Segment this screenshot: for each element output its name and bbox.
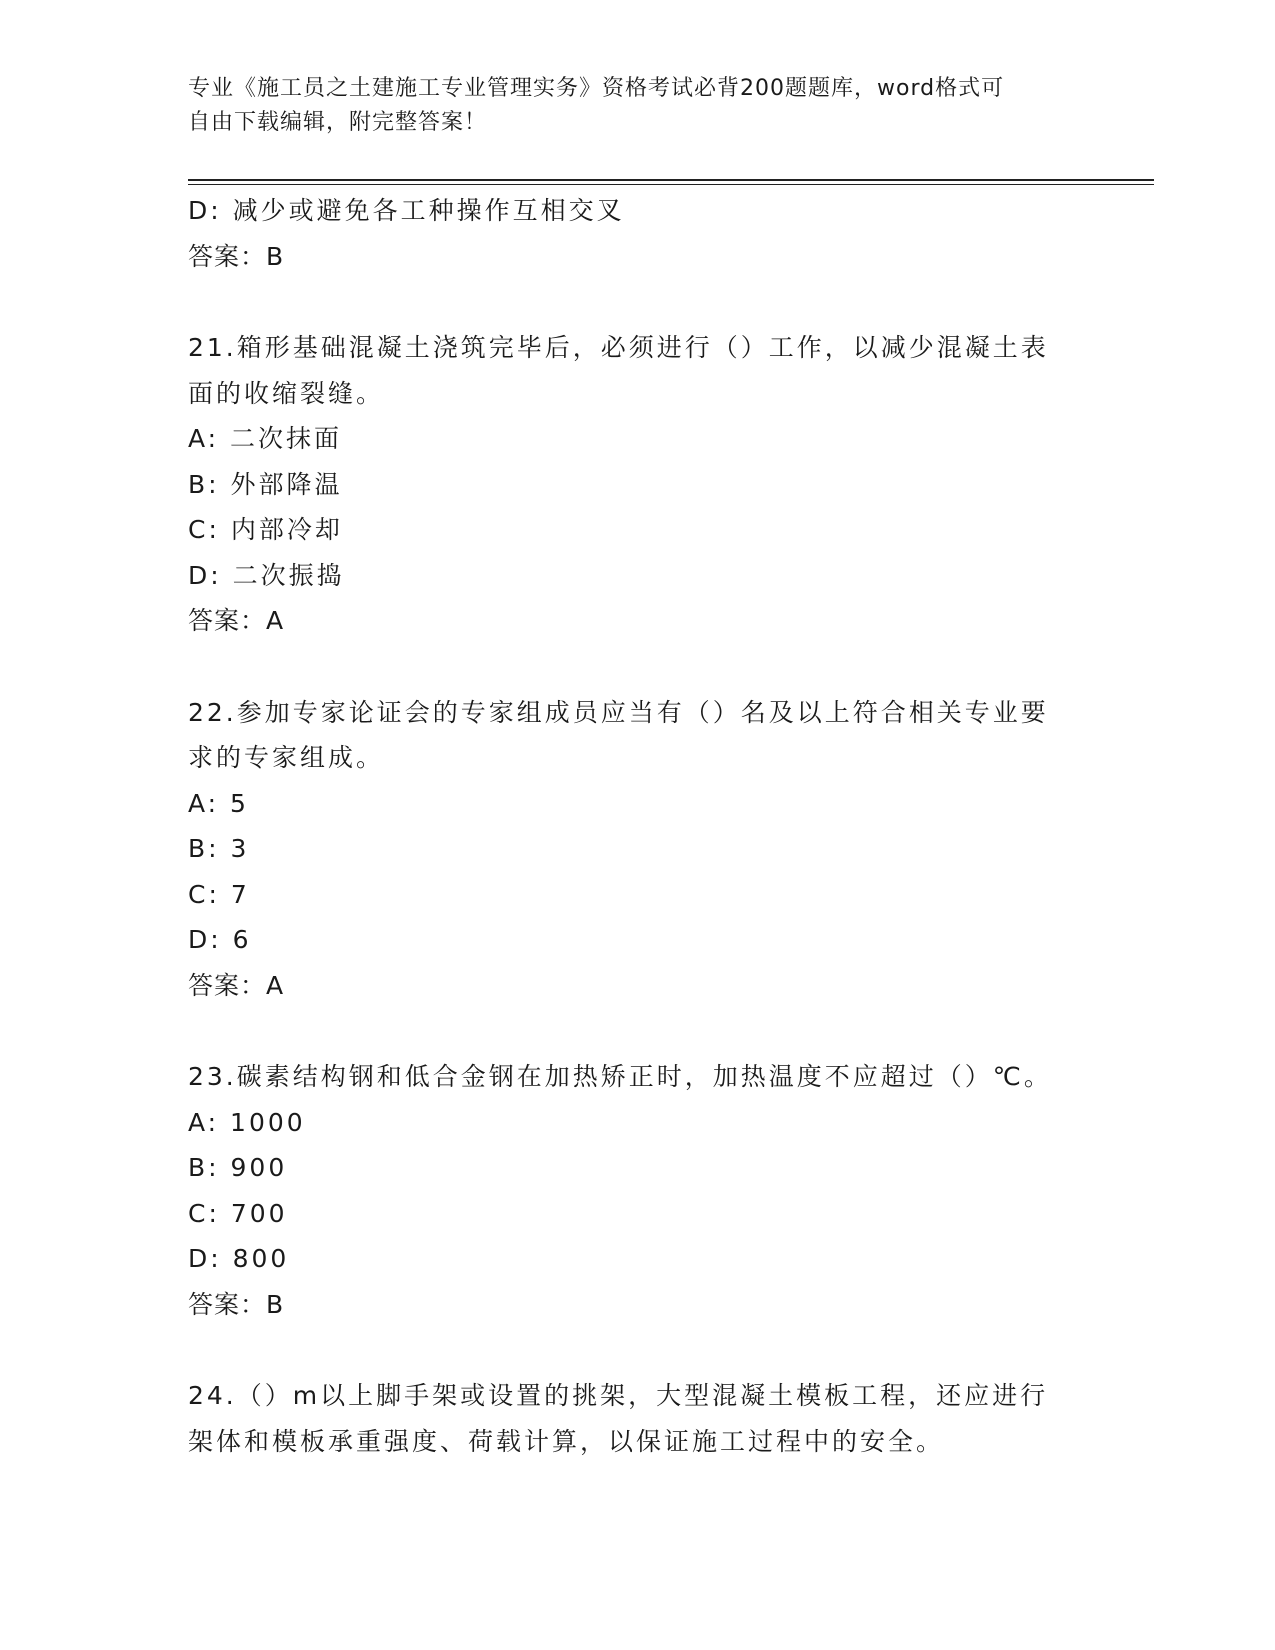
- spacer: [188, 1327, 1088, 1373]
- question-text-line-1: 22.参加专家论证会的专家组成员应当有（）名及以上符合相关专业要: [188, 697, 1049, 727]
- answer-line: 答案：A: [188, 970, 285, 1000]
- option-d: D: 6: [188, 925, 252, 954]
- header-title-line-1: 专业《施工员之土建施工专业管理实务》资格考试必背200题题库，word格式可: [188, 76, 1005, 101]
- spacer: [188, 279, 1088, 325]
- option-b: B: 900: [188, 1153, 288, 1182]
- spacer: [188, 644, 1088, 690]
- spacer: [188, 1008, 1088, 1054]
- previous-question-tail: [188, 188, 1088, 279]
- answer-line: 答案：B: [188, 241, 285, 271]
- answer-line: 答案：A: [188, 606, 285, 635]
- question-24: [188, 1373, 1088, 1464]
- option-c: C: 700: [188, 1198, 288, 1228]
- answer-line: 答案：B: [188, 1289, 285, 1319]
- question-22: [188, 690, 1088, 1009]
- question-text-line-2: 面的收缩裂缝。: [188, 378, 385, 408]
- header-divider-thick: [188, 179, 1154, 181]
- option-b: B: 外部降温: [188, 469, 343, 499]
- question-21: [188, 325, 1088, 644]
- header-divider-thin: [188, 184, 1154, 185]
- option-c: C: 内部冷却: [188, 515, 343, 544]
- question-list: [188, 188, 1088, 1464]
- question-text-line-1: 24.（）m以上脚手架或设置的挑架，大型混凝土模板工程，还应进行: [188, 1381, 1049, 1410]
- document-header: [188, 72, 1068, 140]
- question-text-line-2: 架体和模板承重强度、荷载计算，以保证施工过程中的安全。: [188, 1426, 945, 1456]
- option-c: C: 7: [188, 879, 250, 909]
- option-b: B: 3: [188, 834, 250, 863]
- option-d: D: 800: [188, 1244, 290, 1273]
- header-title-line-2: 自由下载编辑，附完整答案！: [188, 110, 488, 135]
- option-a: A: 1000: [188, 1107, 306, 1137]
- option-d: D: 减少或避免各工种操作互相交叉: [188, 196, 625, 225]
- option-a: A: 二次抹面: [188, 424, 343, 453]
- question-text-line-2: 求的专家组成。: [188, 743, 385, 772]
- option-d: D: 二次振捣: [188, 560, 345, 590]
- question-text-line-1: 23.碳素结构钢和低合金钢在加热矫正时，加热温度不应超过（）℃。: [188, 1062, 1052, 1091]
- option-a: A: 5: [188, 788, 249, 818]
- question-23: [188, 1054, 1088, 1327]
- question-text-line-1: 21.箱形基础混凝土浇筑完毕后，必须进行（）工作，以减少混凝土表: [188, 333, 1049, 362]
